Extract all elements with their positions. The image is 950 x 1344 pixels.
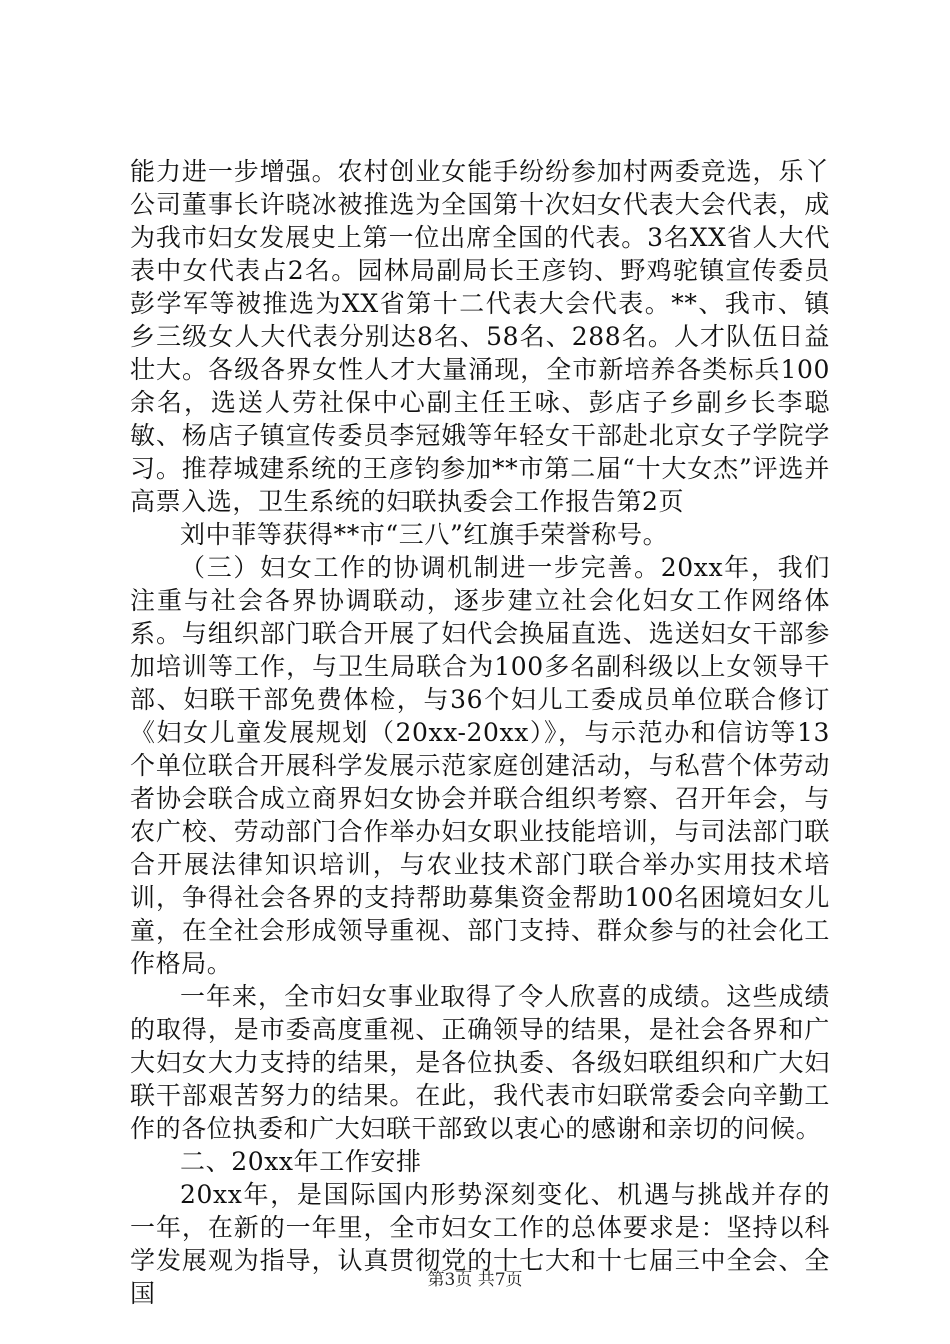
paragraph-5: 20xx年，是国际国内形势深刻变化、机遇与挑战并存的一年，在新的一年里，全市妇女工作的总体要求是：坚持以科学发展观为指导，认真贯彻党的十七大和十七届三中全会、全国 — [130, 1180, 830, 1308]
section-heading: 二、20xx年工作安排 — [180, 1147, 422, 1176]
paragraph-4: 一年来，全市妇女事业取得了令人欣喜的成绩。这些成绩的取得，是市委高度重视、正确领导的结果，是社会各界和广大妇女大力支持的结果，是各位执委、各级妇联组织和广大妇联干部艰苦努力的结果。在此，我代表市妇联常委会向辛勤工作的各位执委和广大妇联干部致以衷心的感谢和亲切的问候。 — [130, 982, 830, 1143]
paragraph-3: （三）妇女工作的协调机制进一步完善。20xx年，我们注重与社会各界协调联动，逐步建立社会化妇女工作网络体系。与组织部门联合开展了妇代会换届直选、选送妇女干部参加培训等工作，与卫生局联合为100多名副科级以上女领导干部、妇联干部免费体检，与36个妇儿工委成员单位联合修订《妇女儿童发展规划（20xx-20xx）》，与示范办和信访等13个单位联合开展科学发展示范家庭创建活动，与私营个体劳动者协会联合成立商界妇女协会并联合组织考察、召开年会，与农广校、劳动部门合作举办妇女职业技能培训，与司法部门联合开展法律知识培训，与农业技术部门联合举办实用技术培训，争得社会各界的支持帮助募集资金帮助100名困境妇女儿童，在全社会形成领导重视、部门支持、群众参与的社会化工作格局。 — [130, 553, 830, 978]
paragraph-1: 能力进一步增强。农村创业女能手纷纷参加村两委竞选，乐丫公司董事长许晓冰被推选为全国第十次妇女代表大会代表，成为我市妇女发展史上第一位出席全国的代表。3名XX省人大代表中女代表占2名。园林局副局长王彦钧、野鸡驼镇宣传委员彭学军等被推选为XX省第十二代表大会代表。**、我市、镇乡三级女人大代表分别达8名、58名、288名。人才队伍日益壮大。各级各界女性人才大量涌现，全市新培养各类标兵100余名，选送人劳社保中心副主任王咏、彭店子乡副乡长李聪敏、杨店子镇宣传委员李冠娥等年轻女干部赴北京女子学院学习。推荐城建系统的王彦钧参加**市第二届“十大女杰”评选并高票入选，卫生系统的妇联执委会工作报告第2页 — [130, 157, 830, 516]
page-footer: 第3页 共7页 — [427, 1270, 523, 1290]
paragraph-2: 刘中菲等获得**市“三八”红旗手荣誉称号。 — [180, 520, 669, 549]
document-body — [130, 155, 830, 1310]
